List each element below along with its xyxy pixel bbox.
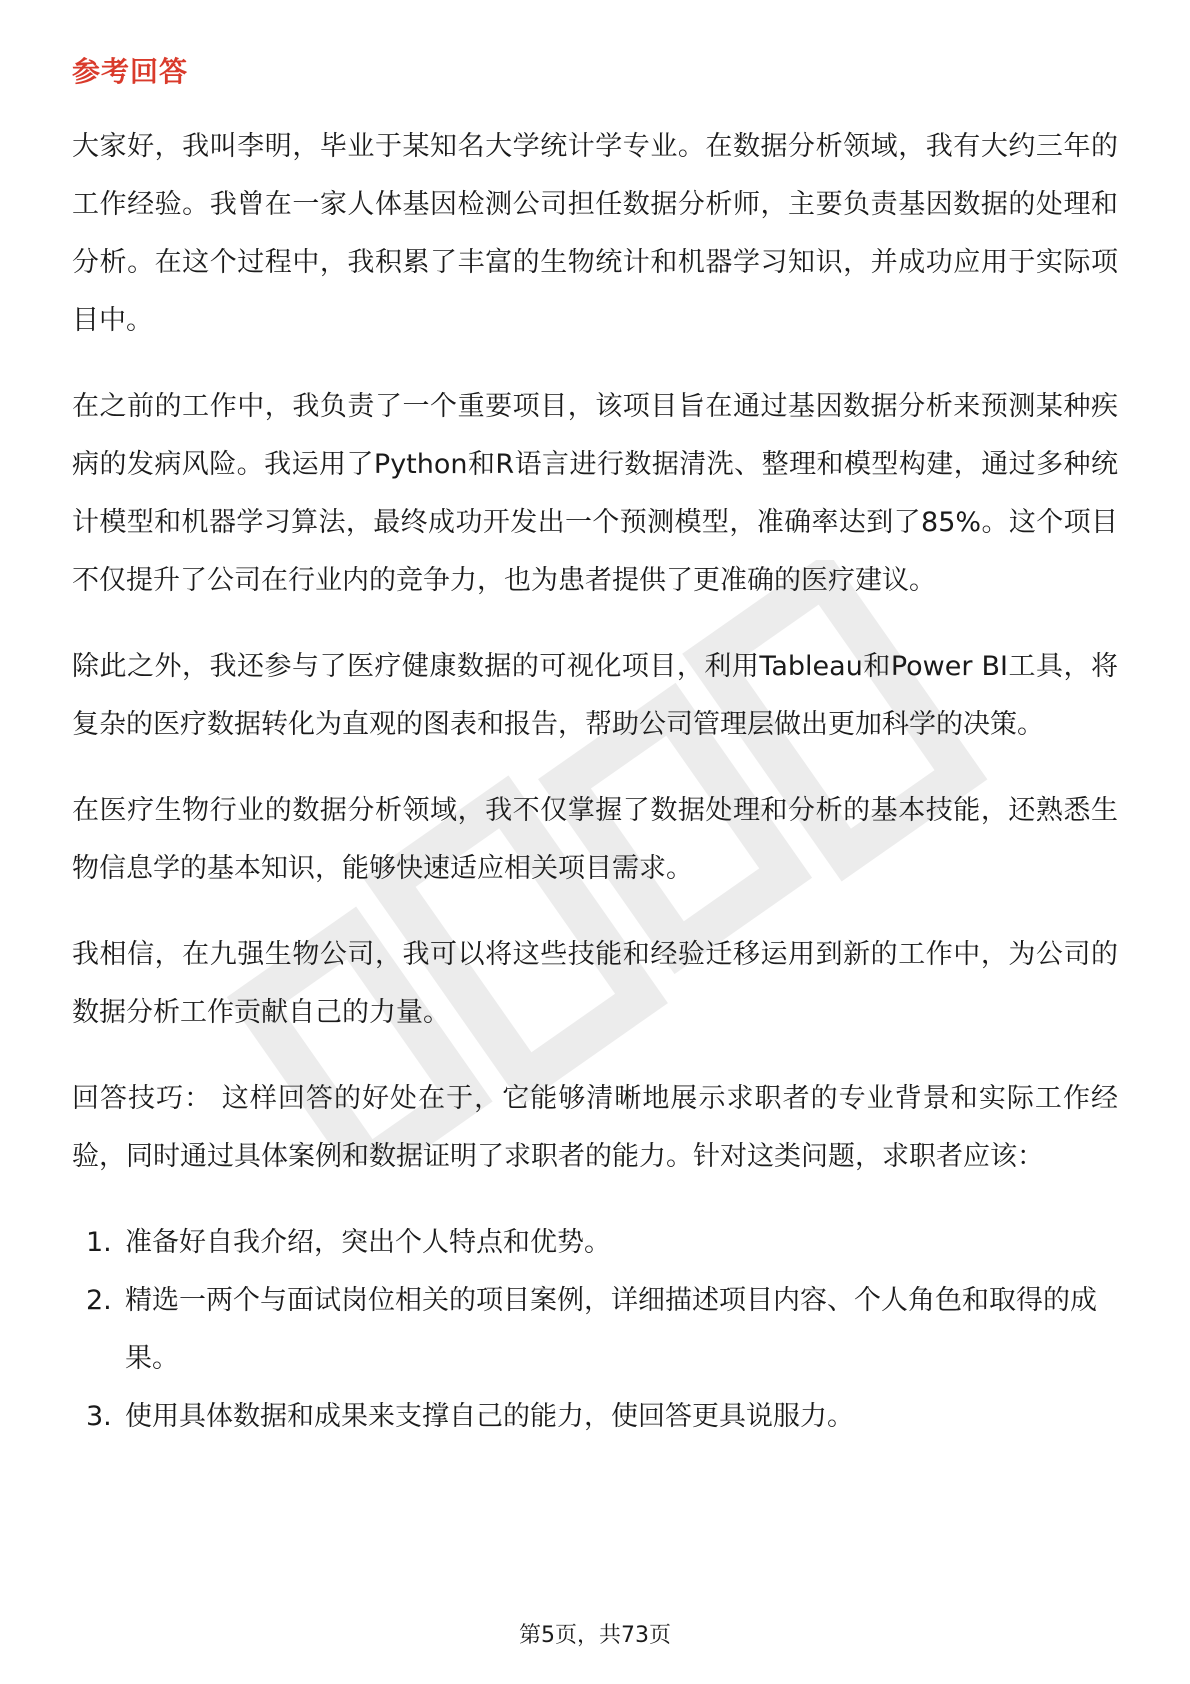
tips-list [72,1214,1118,1446]
list-item-text: 准备好自我介绍，突出个人特点和优势。 [125,1227,611,1258]
list-item-number: 1. [86,1227,112,1258]
list-item-text: 使用具体数据和成果来支撑自己的能力，使回答更具说服力。 [125,1401,854,1432]
list-item [72,1272,1118,1388]
section-heading: 参考回答 [72,55,189,88]
paragraph-skills: 在医疗生物行业的数据分析领域，我不仅掌握了数据处理和分析的基本技能，还熟悉生物信息学的基本知识，能够快速适应相关项目需求。 [72,795,1118,884]
paragraph-tips-intro: 回答技巧： 这样回答的好处在于，它能够清晰地展示求职者的专业背景和实际工作经验，同时通过具体案例和数据证明了求职者的能力。针对这类问题，求职者应该： [72,1083,1118,1172]
paragraph-project: 在之前的工作中，我负责了一个重要项目，该项目旨在通过基因数据分析来预测某种疾病的发病风险。我运用了Python和R语言进行数据清洗、整理和模型构建，通过多种统计模型和机器学习算法，最终成功开发出一个预测模型，准确率达到了85%。这个项目不仅提升了公司在行业内的竞争力，也为患者提供了更准确的医疗建议。 [72,391,1118,596]
list-item [72,1388,1118,1446]
list-item-number: 2. [86,1285,112,1316]
paragraph-closing: 我相信，在九强生物公司，我可以将这些技能和经验迁移运用到新的工作中，为公司的数据分析工作贡献自己的力量。 [72,939,1118,1028]
document-page [72,48,1118,1446]
paragraph-intro: 大家好，我叫李明，毕业于某知名大学统计学专业。在数据分析领域，我有大约三年的工作经验。我曾在一家人体基因检测公司担任数据分析师，主要负责基因数据的处理和分析。在这个过程中，我积累了丰富的生物统计和机器学习知识，并成功应用于实际项目中。 [72,131,1118,336]
paragraph-visualization: 除此之外，我还参与了医疗健康数据的可视化项目，利用Tableau和Power BI工具，将复杂的医疗数据转化为直观的图表和报告，帮助公司管理层做出更加科学的决策。 [72,651,1118,740]
list-item-text: 精选一两个与面试岗位相关的项目案例，详细描述项目内容、个人角色和取得的成果。 [125,1285,1097,1374]
list-item [72,1214,1118,1272]
list-item-number: 3. [86,1401,112,1432]
page-number-footer: 第5页，共73页 [519,1623,671,1648]
